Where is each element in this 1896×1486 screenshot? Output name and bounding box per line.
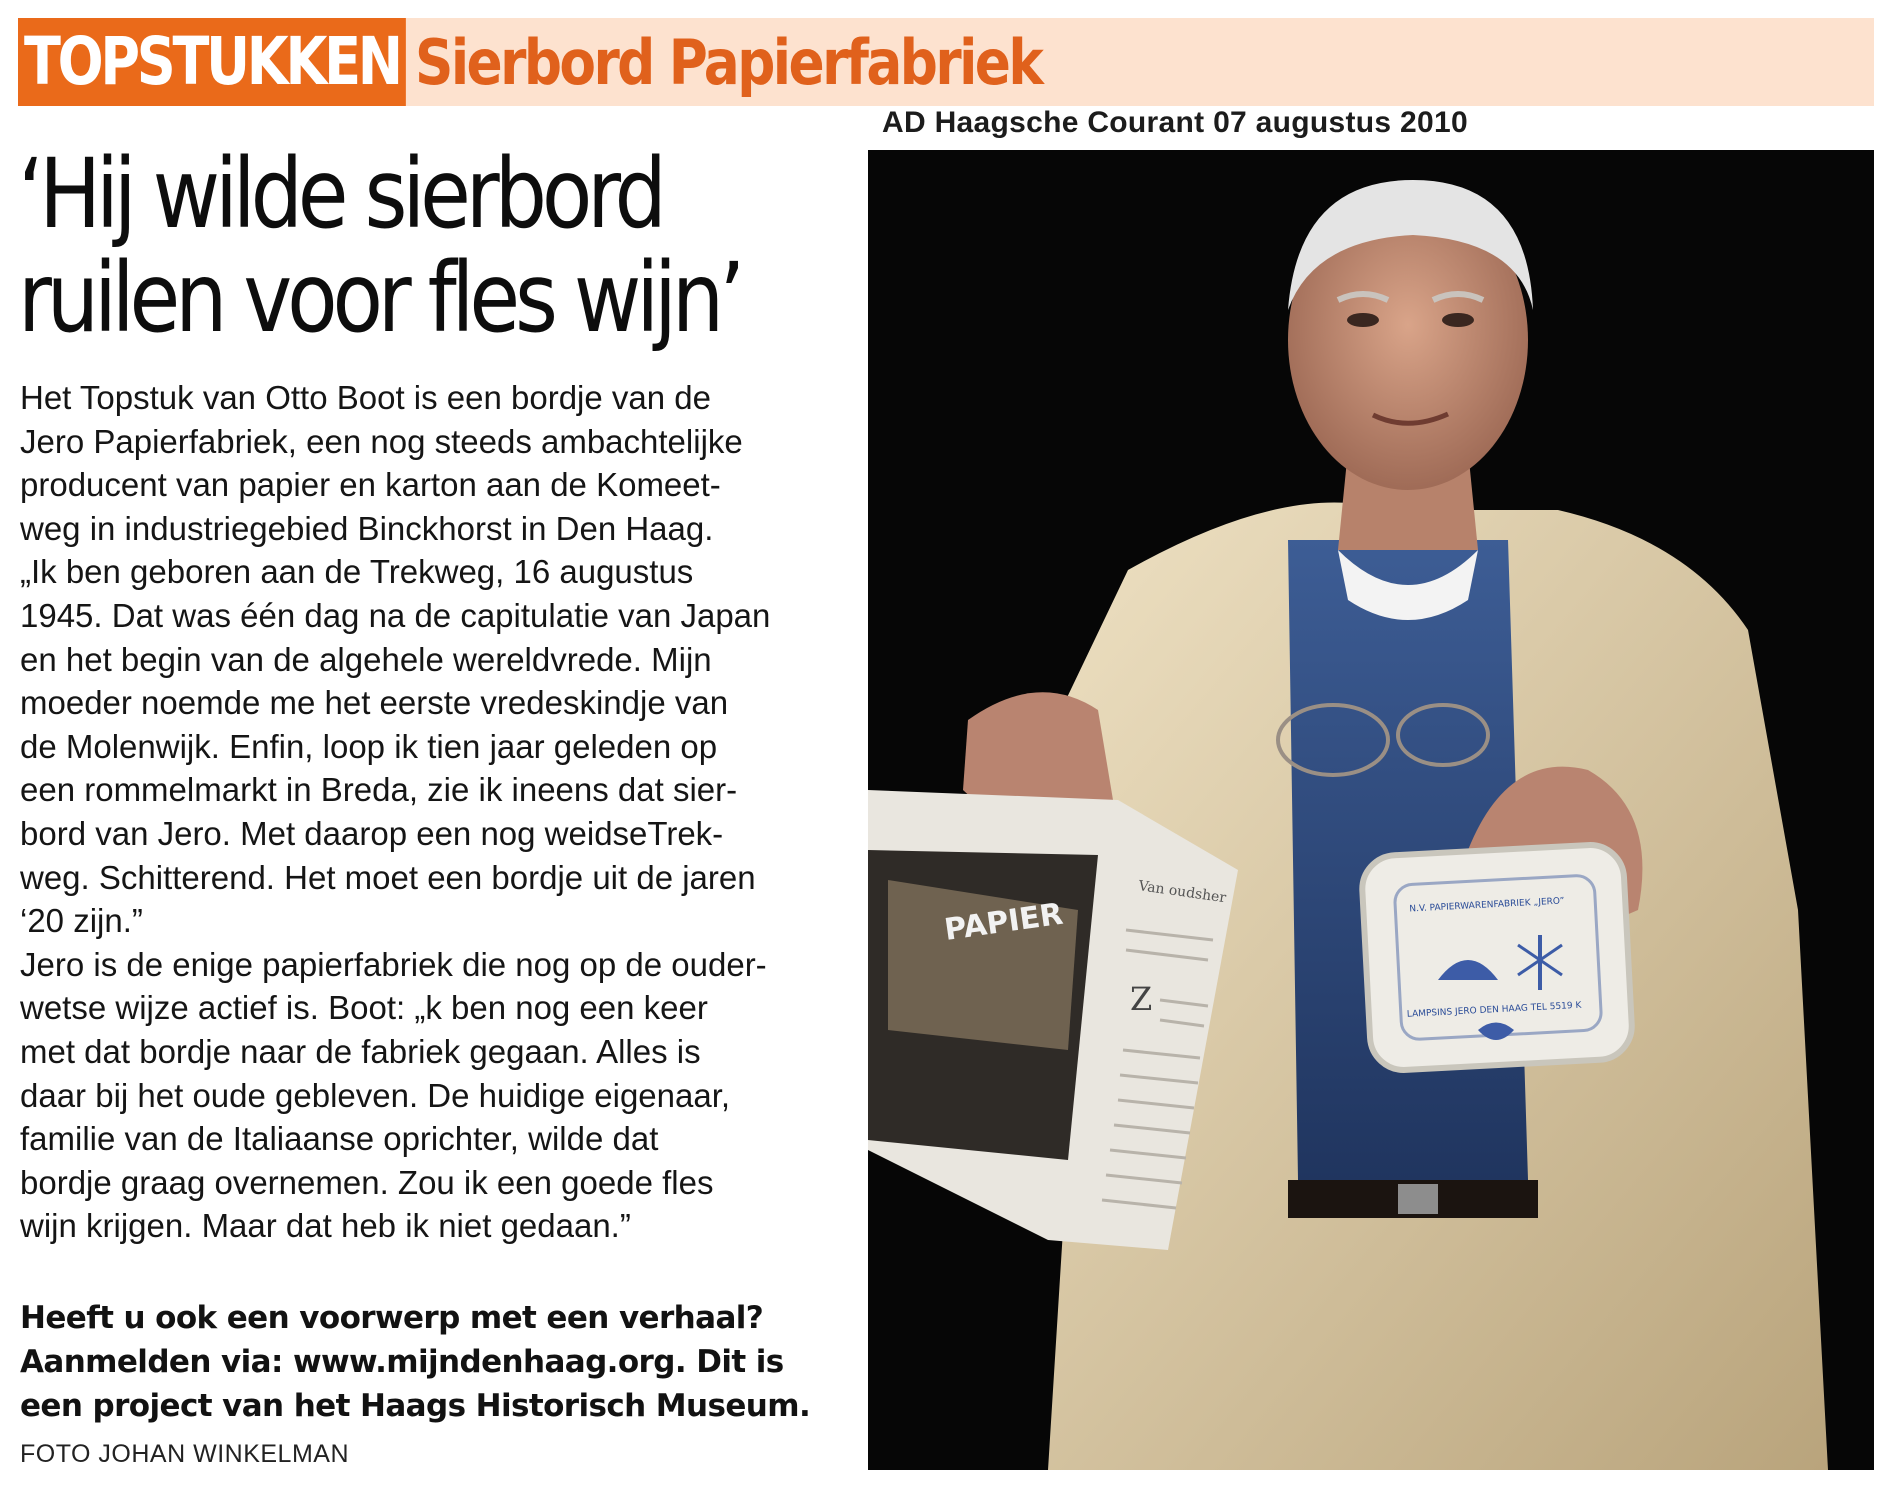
body-line: een rommelmarkt in Breda, zie ik ineens dat sier- [20, 771, 738, 809]
body-line: bordje graag overnemen. Zou ik een goede fles [20, 1163, 714, 1201]
body-line: weg. Schitterend. Het moet een bordje uit de jaren [20, 858, 756, 896]
headline-line-2: ruilen voor fles wijn’ [18, 242, 741, 354]
body-line: „Ik ben geboren aan de Trekweg, 16 augustus [20, 553, 694, 591]
body-line: wetse wijze actief is. Boot: „k ben nog een keer [20, 989, 708, 1027]
body-line: moeder noemde me het eerste vredeskindje van [20, 684, 729, 722]
plate-inscription: N.V. PAPIERWARENFABRIEK „JERO” [1409, 896, 1565, 915]
plate-address: LAMPSINS JERO DEN HAAG TEL 5519 K [1406, 1000, 1582, 1020]
body-line: weg in industriegebied Binckhorst in Den Haag. [20, 509, 714, 547]
body-line: familie van de Italiaanse oprichter, wilde dat [20, 1120, 659, 1158]
source-line: AD Haagsche Courant 07 augustus 2010 [882, 106, 1468, 139]
portrait-illustration [868, 150, 1874, 1470]
body-line: Jero is de enige papierfabriek die nog op de ouder- [20, 945, 767, 983]
body-line: 1945. Dat was één dag na de capitulatie van Japan [20, 596, 771, 634]
body-line: wijn krijgen. Maar dat heb ik niet gedaan.” [20, 1207, 631, 1245]
body-line: daar bij het oude gebleven. De huidige eigenaar, [20, 1076, 731, 1114]
decorative-plate [1361, 843, 1634, 1071]
article-body [20, 376, 820, 1248]
body-line: met dat bordje naar de fabriek gegaan. Alles is [20, 1032, 701, 1070]
headline [18, 138, 741, 354]
section-title: Sierbord Papierfabriek [415, 26, 1042, 99]
portrait-photo [868, 150, 1874, 1470]
body-line: producent van papier en karton aan de Komeet- [20, 466, 721, 504]
clipping-heading: Van oudsher [1137, 878, 1228, 907]
clipping-dropcap: Z [1130, 980, 1153, 1018]
photo-credit: FOTO JOHAN WINKELMAN [20, 1440, 350, 1468]
body-line: bord van Jero. Met daarop een nog weidseTrek- [20, 814, 724, 852]
body-line: de Molenwijk. Enfin, loop ik tien jaar geleden op [20, 727, 718, 765]
body-line: Het Topstuk van Otto Boot is een bordje van de [20, 379, 711, 416]
section-kicker: TOPSTUKKEN [18, 18, 406, 106]
body-line: en het begin van de algehele wereldvrede. Mijn [20, 640, 712, 678]
body-line: ‘20 zijn.” [20, 902, 143, 940]
cta-line-3: een project van het Haags Historisch Museum. [20, 1388, 811, 1424]
clipping-sign: PAPIER [942, 896, 1066, 948]
cta-line-1: Heeft u ook een voorwerp met een verhaal? [20, 1300, 764, 1336]
cta-line-2: Aanmelden via: www.mijndenhaag.org. Dit is [20, 1344, 784, 1380]
headline-line-1: ‘Hij wilde sierbord [18, 138, 662, 250]
call-to-action [20, 1296, 820, 1428]
body-line: Jero Papierfabriek, een nog steeds ambachtelijke [20, 422, 743, 460]
